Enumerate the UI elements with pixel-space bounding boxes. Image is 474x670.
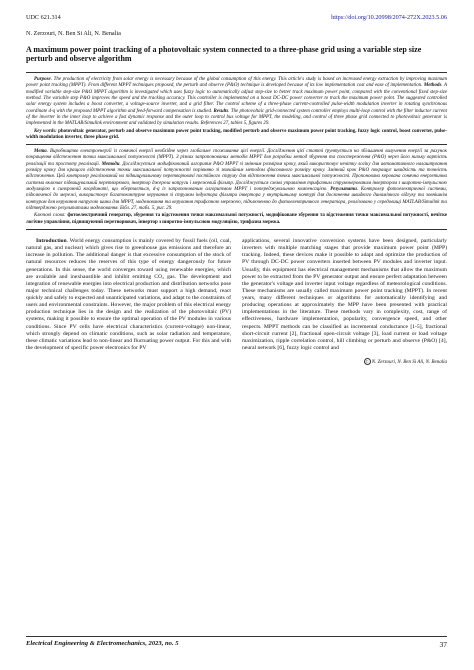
doi-link[interactable]: https://doi.org/10.20998/2074-272X.2023.5.06 bbox=[331, 14, 447, 21]
right-paragraph: applications, several innovative conversion systems have been designed, particularly inverters with multiple matching stages that provide maximum power point (MPP) tracking. Indeed, these devices make it possible to adapt and optimize the production of PV through DC-DC power converters inserted between PV modules and inverter input. Usually, this equipment has electrical management mechanisms that allow the maximum power to be extracted from the PV generator output and ensure perfect adaptation between the generator's voltage and inverter input voltage regardless of meteorological conditions. These mechanisms are usually called maximum power point tracking (MPPT). In recent years, many different techniques or algorithms for automatically identifying and producing operations at approximately the MPP have been presented with practical implementations in the literature. These methods vary in complexity, cost, range of effectiveness, hardware implementation, popularity, convergence speed, and other respects. MPPT methods can be classified as incremental conductance [1-5], fractional short-circuit current [2], fractional open-circuit voltage [3], load current or load voltage maximization, ripple correlation control, hill climbing or perturb and observe (P&O) [4], neural network [6], fuzzy logic control and bbox=[242, 238, 447, 351]
right-column bbox=[242, 238, 447, 366]
article-page bbox=[26, 14, 447, 366]
keywords-en bbox=[26, 129, 447, 142]
keywords-text: photovoltaic generator, perturb and observe maximum power point tracking, modified perturb and observe maximum power point tracking, fuzzy logic control, boost converter, pulse-width modulation inverter, three phase grid. bbox=[26, 128, 448, 140]
intro-text: . World energy consumption is mainly covered by fossil fuels (oil, coal, natural gas, and nuclear) which gives rise to greenhouse gas emissions and therefore an increase in pollution. The additional danger is that excessive consumption of the stock of natural resources reduces the reserves of this type of energy dangerously for future generations. In this sense, the world converges toward using renewable energies, which are available and inexhaustible and inhibit emitting CO₂ gas. The development and integration of renewable energies into electrical production and distribution networks pose major technical challenges today. These networks must support a high demand, react quickly and safely to expected and unanticipated variations, and adapt to the constraints of users and environmental constraints. However, the major problem of this electrical energy production technique lies in the design and the realization of the photovoltaic (PV) systems, making it possible to ensure the optimal operation of the PV modules in various conditions. Since PV cells have electrical characteristics (current-voltage) non-linear, which strongly depend on climatic conditions, such as solar radiation and temperature, these climatic variations lead to non-linear and fluctuating power output. For this and with the development of specific power electronics for PV bbox=[26, 238, 231, 351]
keywords-uk-label: Ключові слова: bbox=[34, 213, 66, 219]
header-line bbox=[26, 14, 447, 21]
meta-text: . Виробництво електроенергії із сонячної енергії необхідне через глобальне споживання цієї енергії. Дослідження цієї статті ґрунтується на збільшенні вилучення енергії за рахунок покращення відстеження точки максимальної потужності (MPPT). З різних запропонованих методів MPPT для розробки метод збурення та спостереження (P&O) через його низьку вартість реалізації та простоту реалізації. bbox=[26, 149, 447, 167]
body-columns bbox=[26, 238, 447, 366]
methods-uk-label: Методи bbox=[101, 161, 120, 167]
udc-code: UDC 621.314 bbox=[26, 14, 61, 21]
copyright-authors: N. Zerzouri, N. Ben Si Ali, N. Benalia bbox=[371, 360, 447, 366]
page-number: 37 bbox=[439, 640, 447, 649]
methods-text: . A modified variable step-size P&O MPPT algorithm is investigated which uses fuzzy logic to automatically adjust step-size to better track maximum power point, compared with the conventional fixed step-size method. The variable step P&O improves the speed and the tracking accuracy. This controller is implemented on a boost DC-DC power converter to track the maximum power point. The suggested controlled solar energy system includes a boost converter, a voltage-source inverter, and a grid filter. The control scheme of a three-phase current-controlled pulse-width modulation inverter in rotating synchronous coordinate d-q with the proposed MPPT algorithm and feed-forward compensation is studied. bbox=[26, 83, 447, 114]
keywords-uk bbox=[26, 213, 447, 226]
results-text: . The photovoltaic grid-connected system controller employs multi-loop control with the filter inductor current of the inverter in the inner loop to achieve a fast dynamic response and the outer loop to control bus voltage for MPPT, the modeling, and control of three phase grid connected to photovoltaic generator is implemented in the MATLAB/Simulink environment and validated by simulation results. References 27, tables 5, figures 29. bbox=[26, 108, 448, 127]
abstract-english bbox=[26, 72, 447, 145]
keywords-uk-text: фотоелектричний генератор, збурення та відстеження точки максимальної потужності, модифіковане збурення та відстеження точки максимальної потужності, нечітке логічне управління, підвищуючий перетворювач, інвертор з широтно-імпульсною модуляцією, трифазна мережа. bbox=[26, 213, 448, 225]
purpose-text: . The production of electricity from solar energy is necessary because of the global consumption of this energy. This article's study is based on increased energy extraction by improving maximum power point tracking (MPPT). From different MPPT techniques proposed, the perturb and observe (P&O) technique is developed because of its low implementation cost and ease of implementation. bbox=[26, 76, 447, 89]
copyright-icon: © bbox=[365, 359, 369, 365]
copyright-note bbox=[242, 358, 447, 366]
page-footer bbox=[26, 636, 447, 649]
left-column bbox=[26, 238, 231, 366]
intro-heading: Introduction bbox=[36, 238, 67, 245]
intro-paragraph bbox=[26, 238, 231, 352]
methods-label: Methods bbox=[423, 83, 442, 89]
results-uk-label: Результати bbox=[330, 187, 357, 193]
article-title: A maximum power point tracking of a photovoltaic system connected to a three-phase grid using a variable step size perturb and observe algorithm bbox=[26, 45, 422, 64]
meta-label: Мета bbox=[34, 149, 47, 155]
abstract-en-text bbox=[26, 77, 447, 128]
authors: N. Zerzouri, N. Ben Si Ali, N. Benalia bbox=[26, 30, 121, 37]
results-label: Results bbox=[213, 108, 229, 114]
purpose-label: Purpose bbox=[34, 76, 51, 82]
results-uk-text: . Контролер фотоелектричної системи, підключеної до мережі, використовує багатоконтурне керування зі струмом індуктора фільтра інвертора у внутрішньому контурі для досягнення швидкого динамічного відгуку та зовнішнім контуром для керування напругою шини для MPPT, моделювання та керування трифазною мережею, підключеною до фотоелектричного генератора, реалізовано у середовищі MATLAB/Simulink та підтверджено результатами моделювання. Бібл. 27, табл. 5, рис. 29. bbox=[26, 187, 447, 212]
abstract-ukrainian bbox=[26, 145, 447, 230]
abstract-uk-text bbox=[26, 149, 447, 212]
keywords-label: Key words: bbox=[34, 128, 57, 134]
journal-name: Electrical Engineering & Electromechanics, 2023, no. 5 bbox=[26, 640, 179, 647]
methods-uk-text: . Досліджується модифікований алгоритм P&O MPPT зі змінним розміром кроку, який використовує нечітку логіку для автоматичного налаштування розміру кроку для кращого відстеження точки максимальної потужності порівняно зі звичайним методом фіксованого розміру кроку. Змінний крок P&O покращує швидкість та точність відстеження. Цей контролер реалізований на підвищувальному перетворювачі постійного струму для відстеження точки максимальної потужності. Пропонована керована сонячна енергетична система включає підвищувальний перетворювач, інвертор джерела напруги і мережевий фільтр. Досліджується схема управління трифазним струмокерованим інвертором з широтно-імпульсною модуляцією в синхронній координаті, що обертається, d-q із запропонованим алгоритмом MPPT і попереджувальною компенсацією. bbox=[26, 161, 447, 193]
